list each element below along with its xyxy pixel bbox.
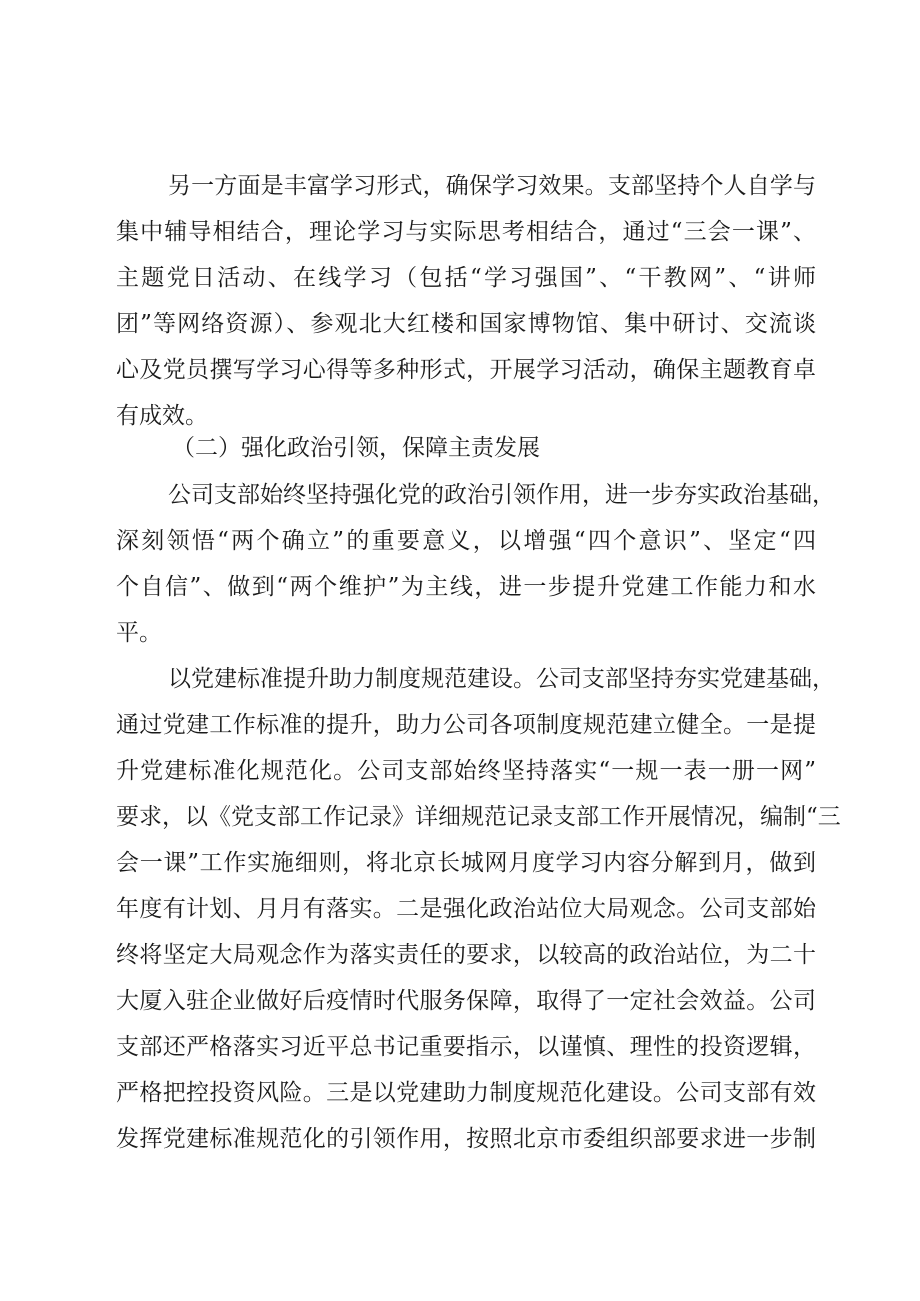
section-heading-text: （二）强化政治引领，保障主责发展 bbox=[172, 435, 540, 461]
text-line: 严格把控投资风险。三是以党建助力制度规范化建设。公司支部有效 bbox=[116, 1080, 816, 1106]
text-line: 另一方面是丰富学习形式，确保学习效果。支部坚持个人自学与 bbox=[168, 173, 816, 199]
text-line: 发挥党建标准规范化的引领作用，按照北京市委组织部要求进一步制 bbox=[116, 1126, 816, 1152]
text-line: 通过党建工作标准的提升，助力公司各项制度规范建立健全。一是提 bbox=[116, 712, 816, 738]
text-line: 要求，以《党支部工作记录》详细规范记录支部工作开展情况，编制“三 bbox=[116, 804, 841, 830]
text-line: 年度有计划、月月有落实。二是强化政治站位大局观念。公司支部始 bbox=[116, 896, 816, 922]
text-line: 集中辅导相结合，理论学习与实际思考相结合，通过“三会一课”、 bbox=[116, 219, 816, 245]
text-line: 终将坚定大局观念作为落实责任的要求，以较高的政治站位，为二十 bbox=[116, 942, 816, 968]
text-line: 团”等网络资源）、参观北大红楼和国家博物馆、集中研讨、交流谈 bbox=[116, 311, 816, 337]
text-line: 深刻领悟“两个确立”的重要意义，以增强“四个意识”、坚定“四 bbox=[116, 528, 816, 554]
text-line: 支部还严格落实习近平总书记重要指示，以谨慎、理性的投资逻辑， bbox=[116, 1034, 816, 1060]
text-line: 公司支部始终坚持强化党的政治引领作用，进一步夯实政治基础， bbox=[168, 482, 835, 508]
text-line: 会一课”工作实施细则，将北京长城网月度学习内容分解到月，做到 bbox=[116, 850, 816, 876]
text-line: 个自信”、做到“两个维护”为主线，进一步提升党建工作能力和水 bbox=[116, 574, 816, 600]
text-line: 以党建标准提升助力制度规范建设。公司支部坚持夯实党建基础， bbox=[168, 666, 835, 692]
text-line: 大厦入驻企业做好后疫情时代服务保障，取得了一定社会效益。公司 bbox=[116, 988, 816, 1014]
text-line: 心及党员撰写学习心得等多种形式，开展学习活动，确保主题教育卓 bbox=[116, 357, 816, 383]
text-line: 主题党日活动、在线学习（包括“学习强国”、“干教网”、“讲师 bbox=[116, 265, 816, 291]
text-line: 有成效。 bbox=[116, 403, 208, 429]
text-line: 升党建标准化规范化。公司支部始终坚持落实“一规一表一册一网” bbox=[116, 758, 816, 784]
text-line: 平。 bbox=[116, 620, 162, 646]
